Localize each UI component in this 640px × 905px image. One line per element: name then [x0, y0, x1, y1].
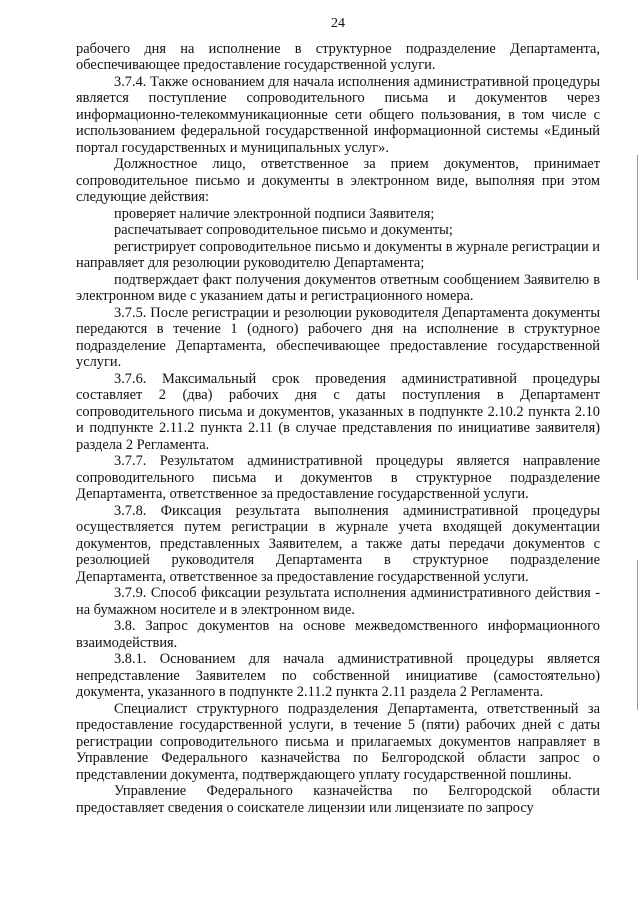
document-body	[76, 41, 600, 817]
paragraph: проверяет наличие электронной подписи Заявителя;	[114, 205, 435, 222]
paragraph: 3.8. Запрос документов на основе межведомственного информационного взаимодействия.	[76, 618, 600, 651]
right-margin-line	[637, 560, 638, 710]
paragraph: 3.8.1. Основанием для начала административной процедуры является непредставление Заявителем по собственной инициативе (самостоятельно) документа, указанного в подпункте 2.11.2 пункта 2.11 раздела 2 Регламента.	[76, 651, 600, 700]
document-page	[76, 16, 600, 816]
paragraph: 3.7.8. Фиксация результата выполнения административной процедуры осуществляется путем регистрации в журнале учета входящей документации документов, представленных Заявителем, а также даты передачи документов с резолюцией руководителя Департамента в структурное подразделение Департамента, ответственное за предоставление государственной услуги.	[76, 502, 600, 585]
paragraph: подтверждает факт получения документов ответным сообщением Заявителю в электронном виде с указанием даты и регистрационного номера.	[76, 271, 600, 304]
paragraph: 3.7.6. Максимальный срок проведения административной процедуры составляет 2 (два) рабочих дня с даты поступления в Департамент сопроводительного письма и документов, указанных в подпункте 2.10.2 пункта 2.10 и подпункте 2.11.2 пункта 2.11 (в случае представления по инициативе заявителя) раздела 2 Регламента.	[76, 370, 600, 453]
paragraph: Должностное лицо, ответственное за прием документов, принимает сопроводительное письмо и документы в электронном виде, выполняя при этом следующие действия:	[76, 156, 600, 205]
paragraph: 3.7.7. Результатом административной процедуры является направление сопроводительного письма и документов в структурное подразделение Департамента, ответственное за предоставление государственной услуги.	[76, 453, 600, 502]
paragraph: 3.7.9. Способ фиксации результата исполнения административного действия - на бумажном носителе и в электронном виде.	[76, 585, 600, 618]
right-margin-line	[637, 155, 638, 280]
paragraph: регистрирует сопроводительное письмо и документы в журнале регистрации и направляет для резолюции руководителю Департамента;	[76, 238, 600, 271]
page-number: 24	[331, 16, 345, 31]
paragraph: распечатывает сопроводительное письмо и документы;	[114, 222, 453, 238]
paragraph: Управление Федерального казначейства по Белгородской области предоставляет сведения о соискателе лицензии или лицензиате по запросу	[76, 783, 600, 816]
paragraph: 3.7.5. После регистрации и резолюции руководителя Департамента документы передаются в течение 1 (одного) рабочего дня на исполнение в структурное подразделение Департамента, обеспечивающее предоставление государственной услуги.	[76, 304, 600, 370]
paragraph: 3.7.4. Также основанием для начала исполнения административной процедуры является поступление сопроводительного письма и документов через информационно-телекоммуникационные сети общего пользования, в том числе с использованием федеральной государственной информационной системы «Единый портал государственных и муниципальных услуг».	[76, 73, 600, 156]
paragraph: рабочего дня на исполнение в структурное подразделение Департамента, обеспечивающее предоставление государственной услуги.	[76, 40, 600, 73]
paragraph: Специалист структурного подразделения Департамента, ответственный за предоставление государственной услуги, в течение 5 (пяти) рабочих дней с даты регистрации сопроводительного письма и прилагаемых документов направляет в Управление Федерального казначейства по Белгородской области запрос о представлении документа, подтверждающего уплату государственной пошлины.	[76, 700, 600, 783]
